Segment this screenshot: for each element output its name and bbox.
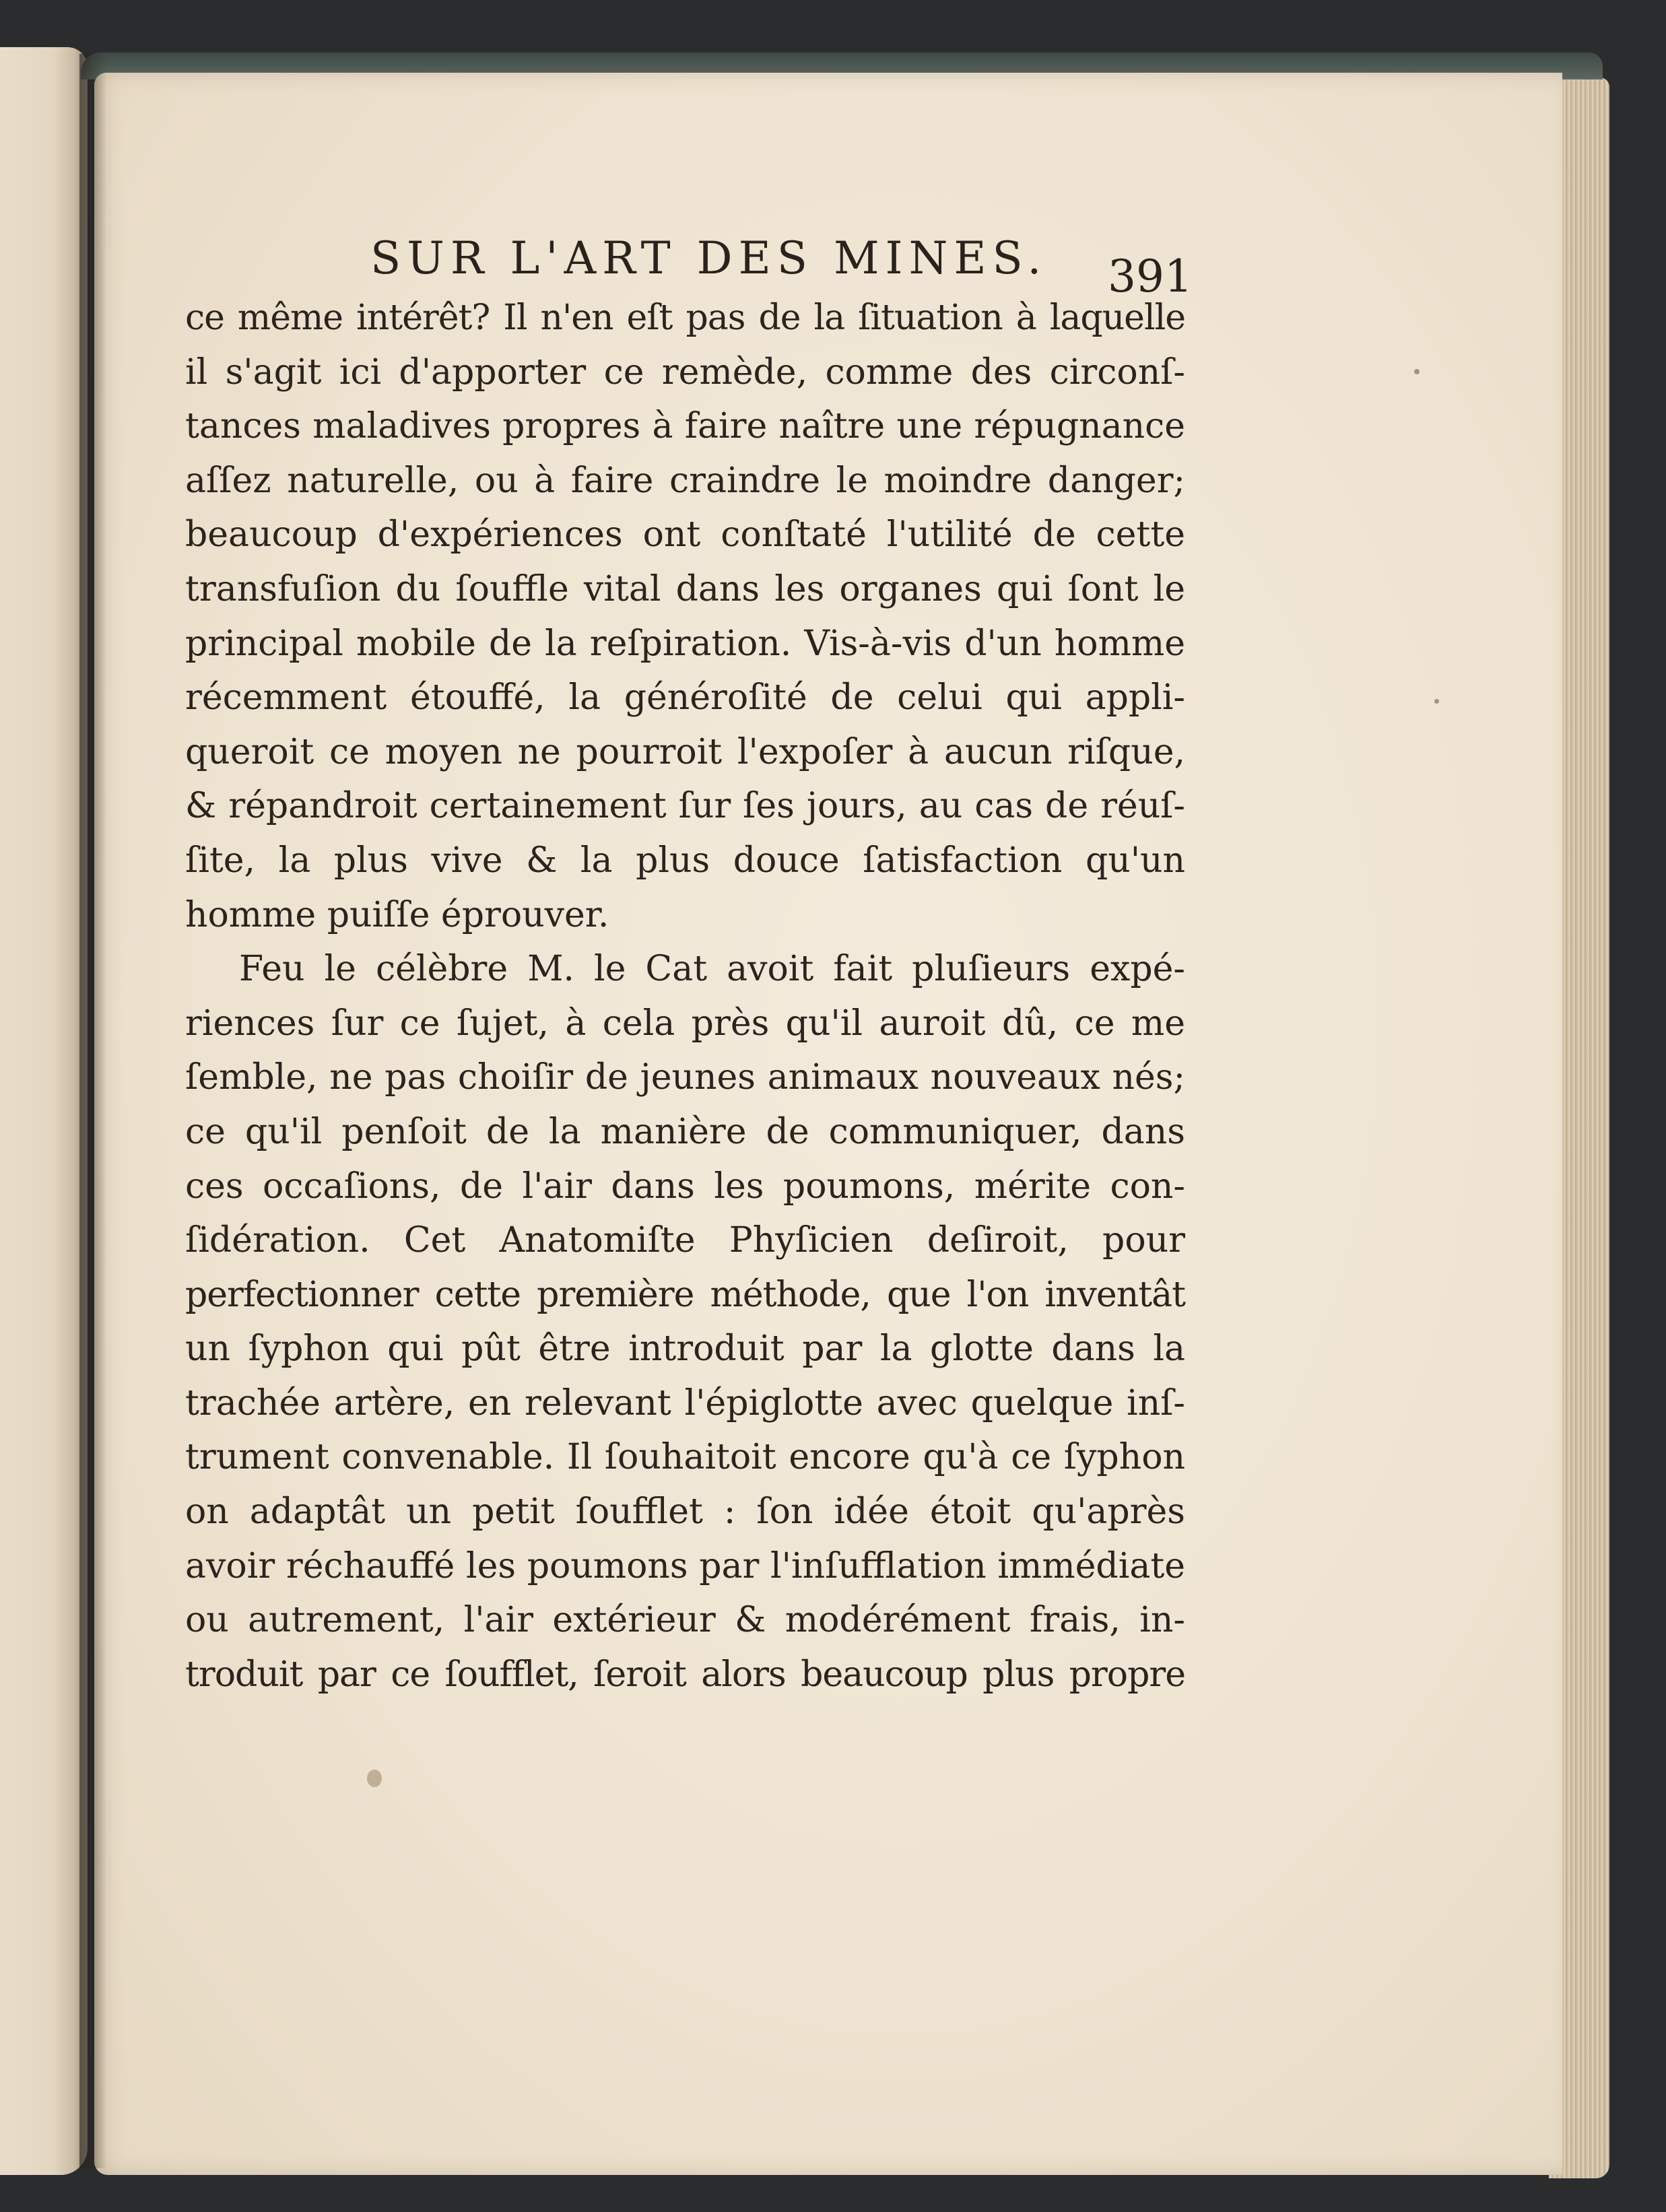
text-line: ſemble, ne pas choiſir de jeunes animaux nouveaux nés; xyxy=(185,1057,1185,1098)
text-line: trument convenable. Il ſouhaitoit encore qu'à ce ſyphon xyxy=(185,1437,1185,1478)
text-line: transfuſion du ſouffle vital dans les organes qui ſont le xyxy=(185,568,1185,609)
text-line: ſite, la plus vive & la plus douce ſatisfaction qu'un xyxy=(185,840,1185,881)
paragraph-2 xyxy=(185,942,1185,1702)
text-line: riences ſur ce ſujet, à cela près qu'il auroit dû, ce me xyxy=(185,1003,1185,1044)
text-line: homme puiſſe éprouver. xyxy=(185,894,609,935)
ink-spot xyxy=(1434,699,1439,704)
body-text xyxy=(185,291,1185,1702)
text-line: aſſez naturelle, ou à faire craindre le moindre danger; xyxy=(185,460,1185,501)
text-line: perfectionner cette première méthode, que l'on inventât xyxy=(185,1274,1185,1315)
text-line: ou autrement, l'air extérieur & modérément frais, in- xyxy=(185,1600,1185,1641)
text-line: Feu le célèbre M. le Cat avoit fait pluſieurs expé- xyxy=(239,949,1185,990)
text-line: principal mobile de la reſpiration. Vis-à-vis d'un homme xyxy=(185,623,1185,664)
gutter-shadow xyxy=(79,54,106,2168)
text-line: avoir réchauffé les poumons par l'inſufflation immédiate xyxy=(185,1545,1185,1586)
text-line: queroit ce moyen ne pourroit l'expoſer à aucun riſque, xyxy=(185,731,1185,772)
text-line: trachée artère, en relevant l'épiglotte avec quelque inſ- xyxy=(185,1382,1185,1423)
text-line: ces occaſions, de l'air dans les poumons, mérite con- xyxy=(185,1166,1185,1207)
ink-spot xyxy=(367,1770,382,1787)
text-line: on adaptât un petit ſoufflet : ſon idée étoit qu'après xyxy=(185,1492,1185,1533)
facing-page-edge xyxy=(0,47,88,2175)
text-line: beaucoup d'expériences ont conſtaté l'utilité de cette xyxy=(185,514,1185,556)
text-line: tances maladives propres à faire naître une répugnance xyxy=(185,406,1185,447)
text-line: récemment étouffé, la généroſité de celui qui appli- xyxy=(185,677,1185,718)
ink-spot xyxy=(1414,369,1420,374)
text-line: troduit par ce ſoufflet, ſeroit alors beaucoup plus propre xyxy=(185,1654,1185,1695)
text-line: ce même intérêt? Il n'en eſt pas de la ſituation à laquelle xyxy=(185,298,1185,338)
page-number: 391 xyxy=(1108,250,1193,302)
paragraph-1 xyxy=(185,291,1185,942)
text-line: ce qu'il penſoit de la manière de communiquer, dans xyxy=(185,1111,1185,1152)
text-line: un ſyphon qui pût être introduit par la glotte dans la xyxy=(185,1329,1185,1370)
text-line: & répandroit certainement ſur ſes jours, au cas de réuſ- xyxy=(185,786,1185,827)
text-line: ſidération. Cet Anatomiſte Phyſicien deſiroit, pour xyxy=(185,1220,1185,1261)
running-head: SUR L'ART DES MINES. xyxy=(370,232,1048,284)
text-line: il s'agit ici d'apporter ce remède, comme des circonſ- xyxy=(185,351,1185,393)
